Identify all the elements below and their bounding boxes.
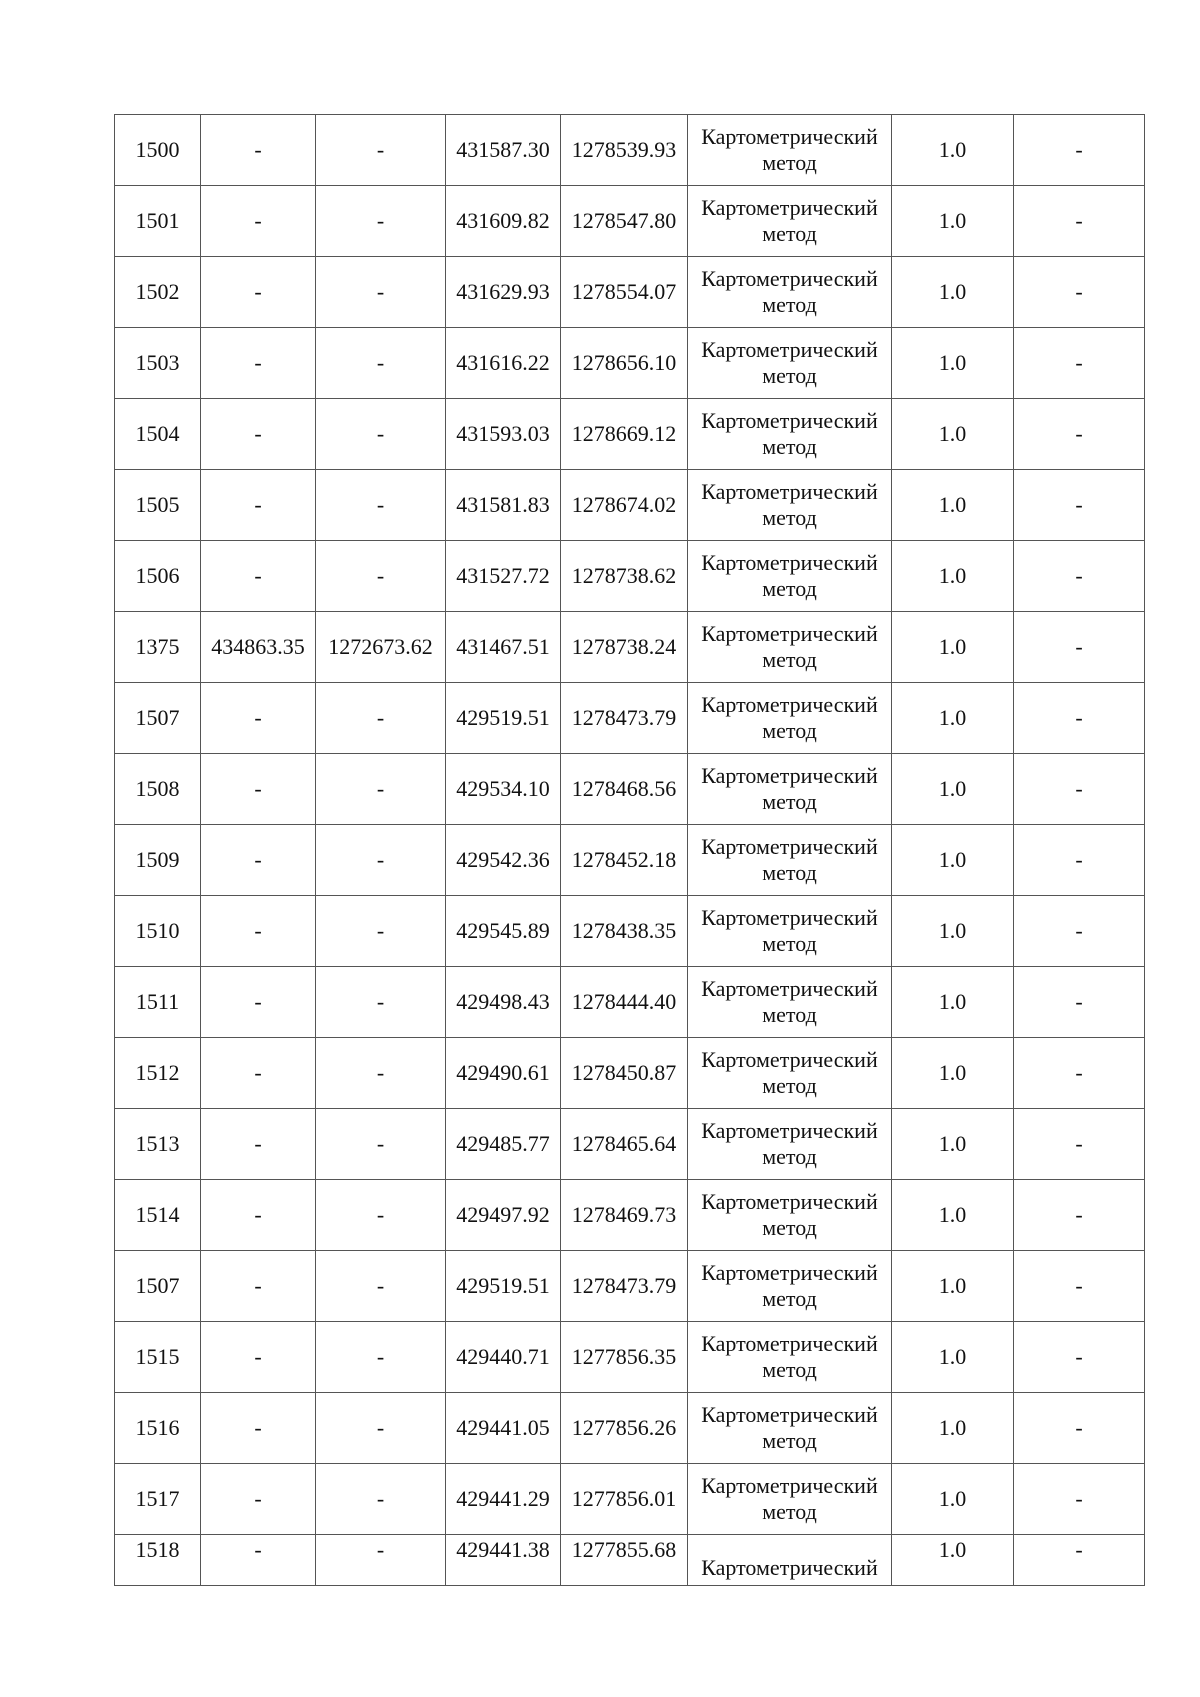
- old-x-cell: -: [201, 1038, 316, 1109]
- new-x-cell: 431527.72: [446, 541, 561, 612]
- new-y-cell: 1278473.79: [561, 683, 688, 754]
- new-x-cell: 429534.10: [446, 754, 561, 825]
- accuracy-cell: 1.0: [892, 257, 1014, 328]
- description-cell: -: [1014, 683, 1145, 754]
- old-y-cell: -: [316, 1393, 446, 1464]
- method-cell: Картометрический метод: [688, 115, 892, 186]
- old-y-cell: -: [316, 1109, 446, 1180]
- accuracy-cell: 1.0: [892, 612, 1014, 683]
- method-cell: Картометрический метод: [688, 1251, 892, 1322]
- method-cell: Картометрический метод: [688, 825, 892, 896]
- new-x-cell: 429485.77: [446, 1109, 561, 1180]
- new-x-cell: 431587.30: [446, 115, 561, 186]
- table-row: [115, 1393, 1145, 1464]
- old-x-cell: -: [201, 1535, 316, 1586]
- table-row: [115, 470, 1145, 541]
- accuracy-cell: 1.0: [892, 399, 1014, 470]
- method-cell: Картометрический метод: [688, 967, 892, 1038]
- new-y-cell: 1278656.10: [561, 328, 688, 399]
- accuracy-cell: 1.0: [892, 186, 1014, 257]
- description-cell: -: [1014, 1038, 1145, 1109]
- new-x-cell: 429441.38: [446, 1535, 561, 1586]
- point-number-cell: 1502: [115, 257, 201, 328]
- method-cell: Картометрический метод: [688, 1038, 892, 1109]
- table-row: [115, 754, 1145, 825]
- coordinates-table: [114, 114, 1145, 1586]
- table-row: [115, 967, 1145, 1038]
- old-y-cell: -: [316, 257, 446, 328]
- accuracy-cell: 1.0: [892, 328, 1014, 399]
- description-cell: -: [1014, 896, 1145, 967]
- old-x-cell: -: [201, 683, 316, 754]
- accuracy-cell: 1.0: [892, 1535, 1014, 1586]
- old-y-cell: -: [316, 1322, 446, 1393]
- old-x-cell: -: [201, 1180, 316, 1251]
- table-row: [115, 1109, 1145, 1180]
- table-row: [115, 896, 1145, 967]
- accuracy-cell: 1.0: [892, 1322, 1014, 1393]
- old-x-cell: -: [201, 1464, 316, 1535]
- new-y-cell: 1278473.79: [561, 1251, 688, 1322]
- new-x-cell: 429441.05: [446, 1393, 561, 1464]
- new-x-cell: 431609.82: [446, 186, 561, 257]
- table-body: [115, 115, 1145, 1586]
- description-cell: -: [1014, 1109, 1145, 1180]
- new-x-cell: 431593.03: [446, 399, 561, 470]
- table-row: [115, 399, 1145, 470]
- old-y-cell: -: [316, 328, 446, 399]
- old-y-cell: -: [316, 1464, 446, 1535]
- new-y-cell: 1278438.35: [561, 896, 688, 967]
- accuracy-cell: 1.0: [892, 754, 1014, 825]
- old-x-cell: -: [201, 967, 316, 1038]
- method-cell: Картометрический метод: [688, 612, 892, 683]
- accuracy-cell: 1.0: [892, 1393, 1014, 1464]
- old-y-cell: -: [316, 1251, 446, 1322]
- old-x-cell: -: [201, 896, 316, 967]
- point-number-cell: 1509: [115, 825, 201, 896]
- new-y-cell: 1278669.12: [561, 399, 688, 470]
- table-row: [115, 1180, 1145, 1251]
- new-x-cell: 429519.51: [446, 683, 561, 754]
- new-y-cell: 1278738.24: [561, 612, 688, 683]
- old-y-cell: -: [316, 1180, 446, 1251]
- point-number-cell: 1375: [115, 612, 201, 683]
- description-cell: -: [1014, 1251, 1145, 1322]
- table-row: [115, 115, 1145, 186]
- table-row: [115, 541, 1145, 612]
- new-y-cell: 1278452.18: [561, 825, 688, 896]
- accuracy-cell: 1.0: [892, 683, 1014, 754]
- accuracy-cell: 1.0: [892, 1251, 1014, 1322]
- description-cell: -: [1014, 470, 1145, 541]
- method-cell: Картометрический метод: [688, 1464, 892, 1535]
- accuracy-cell: 1.0: [892, 967, 1014, 1038]
- new-y-cell: 1277856.26: [561, 1393, 688, 1464]
- new-y-cell: 1278554.07: [561, 257, 688, 328]
- new-x-cell: 429440.71: [446, 1322, 561, 1393]
- new-y-cell: 1278539.93: [561, 115, 688, 186]
- description-cell: -: [1014, 1464, 1145, 1535]
- old-y-cell: -: [316, 541, 446, 612]
- table-row: [115, 683, 1145, 754]
- method-cell: Картометрический метод: [688, 470, 892, 541]
- method-cell: Картометрический: [688, 1535, 892, 1586]
- point-number-cell: 1505: [115, 470, 201, 541]
- point-number-cell: 1507: [115, 683, 201, 754]
- new-y-cell: 1278738.62: [561, 541, 688, 612]
- old-y-cell: -: [316, 115, 446, 186]
- method-cell: Картометрический метод: [688, 186, 892, 257]
- method-cell: Картометрический метод: [688, 683, 892, 754]
- point-number-cell: 1511: [115, 967, 201, 1038]
- method-cell: Картометрический метод: [688, 1180, 892, 1251]
- new-x-cell: 429545.89: [446, 896, 561, 967]
- new-x-cell: 429519.51: [446, 1251, 561, 1322]
- description-cell: -: [1014, 115, 1145, 186]
- new-x-cell: 429441.29: [446, 1464, 561, 1535]
- table-row: [115, 1464, 1145, 1535]
- method-cell: Картометрический метод: [688, 1322, 892, 1393]
- description-cell: -: [1014, 399, 1145, 470]
- new-x-cell: 429498.43: [446, 967, 561, 1038]
- table-row: [115, 257, 1145, 328]
- point-number-cell: 1503: [115, 328, 201, 399]
- old-y-cell: -: [316, 399, 446, 470]
- description-cell: -: [1014, 257, 1145, 328]
- accuracy-cell: 1.0: [892, 115, 1014, 186]
- table-row: [115, 1251, 1145, 1322]
- old-x-cell: -: [201, 754, 316, 825]
- old-x-cell: -: [201, 1109, 316, 1180]
- new-y-cell: 1278468.56: [561, 754, 688, 825]
- description-cell: -: [1014, 754, 1145, 825]
- old-y-cell: -: [316, 896, 446, 967]
- method-cell: Картометрический метод: [688, 754, 892, 825]
- old-x-cell: -: [201, 115, 316, 186]
- accuracy-cell: 1.0: [892, 1180, 1014, 1251]
- new-y-cell: 1277856.35: [561, 1322, 688, 1393]
- description-cell: -: [1014, 328, 1145, 399]
- new-x-cell: 431616.22: [446, 328, 561, 399]
- point-number-cell: 1501: [115, 186, 201, 257]
- point-number-cell: 1515: [115, 1322, 201, 1393]
- accuracy-cell: 1.0: [892, 1038, 1014, 1109]
- description-cell: -: [1014, 1535, 1145, 1586]
- old-y-cell: -: [316, 825, 446, 896]
- method-cell: Картометрический метод: [688, 1109, 892, 1180]
- table-row: [115, 328, 1145, 399]
- method-cell: Картометрический метод: [688, 399, 892, 470]
- point-number-cell: 1512: [115, 1038, 201, 1109]
- table-row: [115, 612, 1145, 683]
- point-number-cell: 1504: [115, 399, 201, 470]
- old-x-cell: -: [201, 541, 316, 612]
- method-cell: Картометрический метод: [688, 257, 892, 328]
- old-x-cell: 434863.35: [201, 612, 316, 683]
- new-y-cell: 1278469.73: [561, 1180, 688, 1251]
- old-x-cell: -: [201, 1322, 316, 1393]
- new-y-cell: 1278444.40: [561, 967, 688, 1038]
- old-x-cell: -: [201, 1251, 316, 1322]
- new-x-cell: 429497.92: [446, 1180, 561, 1251]
- description-cell: -: [1014, 967, 1145, 1038]
- old-y-cell: -: [316, 683, 446, 754]
- new-y-cell: 1277856.01: [561, 1464, 688, 1535]
- table-row: [115, 1535, 1145, 1586]
- old-x-cell: -: [201, 1393, 316, 1464]
- description-cell: -: [1014, 1393, 1145, 1464]
- point-number-cell: 1500: [115, 115, 201, 186]
- accuracy-cell: 1.0: [892, 1464, 1014, 1535]
- new-x-cell: 431629.93: [446, 257, 561, 328]
- point-number-cell: 1506: [115, 541, 201, 612]
- new-y-cell: 1278450.87: [561, 1038, 688, 1109]
- point-number-cell: 1508: [115, 754, 201, 825]
- accuracy-cell: 1.0: [892, 896, 1014, 967]
- old-x-cell: -: [201, 825, 316, 896]
- accuracy-cell: 1.0: [892, 825, 1014, 896]
- table-row: [115, 1322, 1145, 1393]
- old-y-cell: -: [316, 1038, 446, 1109]
- old-y-cell: 1272673.62: [316, 612, 446, 683]
- new-x-cell: 431581.83: [446, 470, 561, 541]
- old-x-cell: -: [201, 328, 316, 399]
- description-cell: -: [1014, 1180, 1145, 1251]
- new-y-cell: 1278547.80: [561, 186, 688, 257]
- method-cell: Картометрический метод: [688, 1393, 892, 1464]
- old-x-cell: -: [201, 470, 316, 541]
- description-cell: -: [1014, 541, 1145, 612]
- point-number-cell: 1518: [115, 1535, 201, 1586]
- new-y-cell: 1278465.64: [561, 1109, 688, 1180]
- old-y-cell: -: [316, 1535, 446, 1586]
- point-number-cell: 1507: [115, 1251, 201, 1322]
- new-x-cell: 429542.36: [446, 825, 561, 896]
- old-y-cell: -: [316, 470, 446, 541]
- old-y-cell: -: [316, 967, 446, 1038]
- new-y-cell: 1278674.02: [561, 470, 688, 541]
- table-row: [115, 825, 1145, 896]
- description-cell: -: [1014, 825, 1145, 896]
- new-x-cell: 431467.51: [446, 612, 561, 683]
- new-x-cell: 429490.61: [446, 1038, 561, 1109]
- accuracy-cell: 1.0: [892, 541, 1014, 612]
- old-x-cell: -: [201, 186, 316, 257]
- method-cell: Картометрический метод: [688, 541, 892, 612]
- description-cell: -: [1014, 612, 1145, 683]
- old-x-cell: -: [201, 399, 316, 470]
- old-y-cell: -: [316, 186, 446, 257]
- point-number-cell: 1514: [115, 1180, 201, 1251]
- description-cell: -: [1014, 1322, 1145, 1393]
- point-number-cell: 1516: [115, 1393, 201, 1464]
- point-number-cell: 1510: [115, 896, 201, 967]
- description-cell: -: [1014, 186, 1145, 257]
- table-row: [115, 1038, 1145, 1109]
- method-cell: Картометрический метод: [688, 896, 892, 967]
- old-y-cell: -: [316, 754, 446, 825]
- point-number-cell: 1513: [115, 1109, 201, 1180]
- new-y-cell: 1277855.68: [561, 1535, 688, 1586]
- old-x-cell: -: [201, 257, 316, 328]
- accuracy-cell: 1.0: [892, 1109, 1014, 1180]
- method-cell: Картометрический метод: [688, 328, 892, 399]
- table-row: [115, 186, 1145, 257]
- point-number-cell: 1517: [115, 1464, 201, 1535]
- accuracy-cell: 1.0: [892, 470, 1014, 541]
